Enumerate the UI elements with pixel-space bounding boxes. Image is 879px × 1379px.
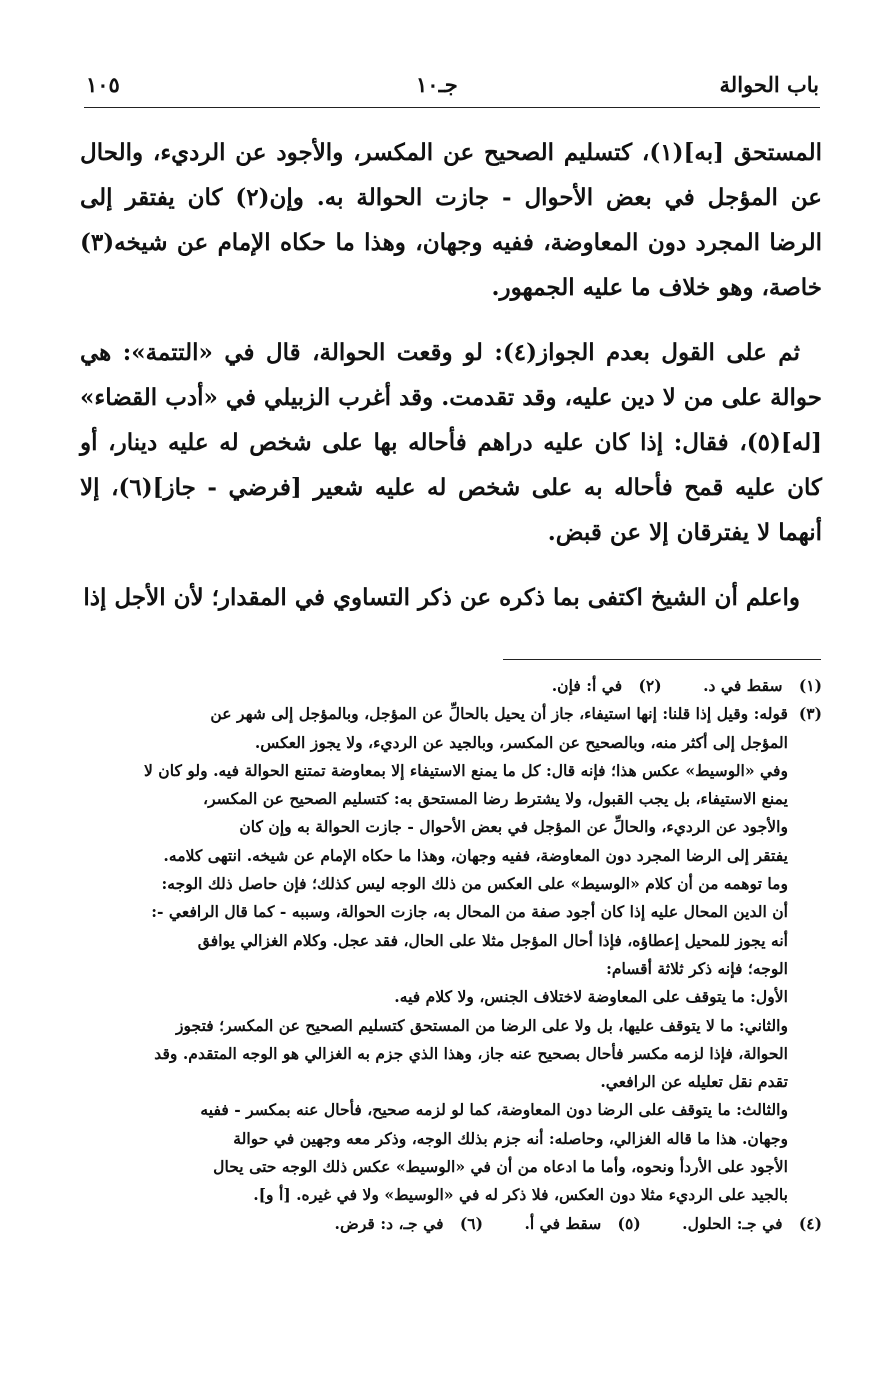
footnote-line: بالجيد على الرديء مثلا دون العكس، فلا ذكر له في «الوسيط» ولا في غيره. [أ و].	[253, 1185, 788, 1205]
footnote-text: سقط في د.	[703, 676, 783, 695]
footnote-line: الوجه؛ فإنه ذكر ثلاثة أقسام:	[606, 958, 788, 978]
footnote-line: قوله: وقيل إذا قلنا: إنها استيفاء، جاز أن يحيل بالحالِّ عن المؤجل، وبالمؤجل إلى شهر عن	[210, 704, 788, 724]
footnote-line: أن الدين المحال عليه إذا كان أجود صفة من المحال به، جازت الحوالة، وسببه - كما قال الرافعي -:	[151, 902, 788, 922]
footnote-text: في جـ، د: قرض.	[334, 1213, 444, 1233]
footnote-number: (٢)	[638, 676, 662, 695]
footnote-line: المؤجل إلى أكثر منه، وبالصحيح عن المكسر، وبالجيد عن الرديء، ولا يجوز العكس.	[254, 732, 788, 752]
footnote-text: في أ: فإن.	[551, 676, 623, 695]
footnote-line: والثاني: ما لا يتوقف عليها، بل ولا على الرضا من المستحق كتسليم الصحيح عن المكسر؛ فتجوز	[175, 1015, 788, 1035]
header-rule	[84, 107, 820, 108]
page-number: ١٠٥	[86, 72, 120, 97]
footnote-line: والثالث: ما يتوقف على الرضا دون المعاوضة، كما لو لزمه صحيح، فأحال عنه بمكسر - ففيه	[200, 1100, 788, 1120]
footnote-line: والأجود عن الرديء، والحالِّ عن المؤجل في بعض الأحوال - جازت الحوالة به وإن كان	[239, 817, 788, 837]
running-header	[86, 66, 819, 106]
footnote-line: وما توهمه من أن كلام «الوسيط» على العكس من ذلك الوجه ليس كذلك؛ فإن حاصل ذلك الوجه:	[161, 874, 788, 894]
footnote-number: (٤)	[798, 1213, 822, 1233]
footnote-line: الأول: ما يتوقف على المعاوضة لاختلاف الجنس، ولا كلام فيه.	[394, 987, 788, 1007]
footnote-number: (٥)	[617, 1213, 641, 1233]
footnote-separator	[503, 659, 821, 660]
footnote-number: (٦)	[459, 1213, 484, 1233]
footnote-number: (١)	[798, 676, 822, 695]
footnote-line: يفتقر إلى الرضا المجرد دون المعاوضة، ففيه وجهان، وهذا ما حكاه الإمام عن شيخه. انتهى كلامه.	[163, 845, 788, 865]
footnote-line: يمنع الاستيفاء، بل يجب القبول، ولا يشترط رضا المستحق به: كتسليم الصحيح عن المكسر،	[203, 789, 788, 809]
footnote-line: وجهان. هذا ما قاله الغزالي، وحاصله: أنه جزم بذلك الوجه، وذكر معه وجهين في حوالة	[233, 1128, 788, 1148]
footnote-row	[82, 1210, 822, 1238]
footnote-line: الحوالة، فإذا لزمه مكسر فأحال بصحيح عنه جاز، وهذا الذي جزم به الغزالي هو الوجه المتقدم. وقد	[154, 1043, 788, 1063]
footnote-text: سقط في أ.	[524, 1213, 602, 1233]
footnote-line: الأجود على الأردأ ونحوه، وأما ما ادعاه من أن في «الوسيط» عكس ذلك الوجه حتى يحال	[213, 1157, 788, 1177]
footnote-number: (٣)	[798, 704, 822, 724]
footnote-row	[82, 700, 822, 1209]
paragraph: واعلم أن الشيخ اكتفى بما ذكره عن ذكر التساوي في المقدار؛ لأن الأجل إذا	[83, 584, 800, 611]
footnote-text	[82, 700, 788, 1209]
main-text	[80, 130, 822, 640]
footnote-line: تقدم نقل تعليله عن الرافعي.	[600, 1072, 788, 1092]
footnote-text: في جـ: الحلول.	[682, 1213, 783, 1233]
footnote-line: أنه يجوز للمحيل إعطاؤه، فإذا أحال المؤجل مثلا على الحال، فقد عجل. وكلام الغزالي يوافق	[197, 930, 788, 950]
footnotes	[82, 672, 822, 1238]
paragraph: ثم على القول بعدم الجواز(٤): لو وقعت الحوالة، قال في «التتمة»: هي حوالة على من لا دين عليه، وقد تقدمت. وقد أغرب الزبيلي في «أدب القضاء» [له](٥)، فقال: إذا كان عليه دراهم فأحاله بها على شخص له عليه دينار، أو كان عليه قمح فأحاله به على شخص له عليه شعير [فرضي - جاز](٦)، إلا أنهما لا يفترقان إلا عن قبض.	[80, 339, 822, 546]
chapter-title: باب الحوالة	[719, 72, 819, 97]
volume-label: جـ١٠	[416, 72, 458, 97]
paragraph: المستحق [به](١)، كتسليم الصحيح عن المكسر، والأجود عن الرديء، والحال عن المؤجل في بعض الأحوال - جازت الحوالة به. وإن(٢) كان يفتقر إلى الرضا المجرد دون المعاوضة، ففيه وجهان، وهذا ما حكاه الإمام عن شيخه(٣) خاصة، وهو خلاف ما عليه الجمهور.	[80, 139, 822, 301]
footnote-line: وفي «الوسيط» عكس هذا؛ فإنه قال: كل ما يمنع الاستيفاء إلا بمعاوضة تمتنع الحوالة فيه. ولو كان لا	[143, 760, 788, 780]
footnote-row	[82, 672, 822, 700]
